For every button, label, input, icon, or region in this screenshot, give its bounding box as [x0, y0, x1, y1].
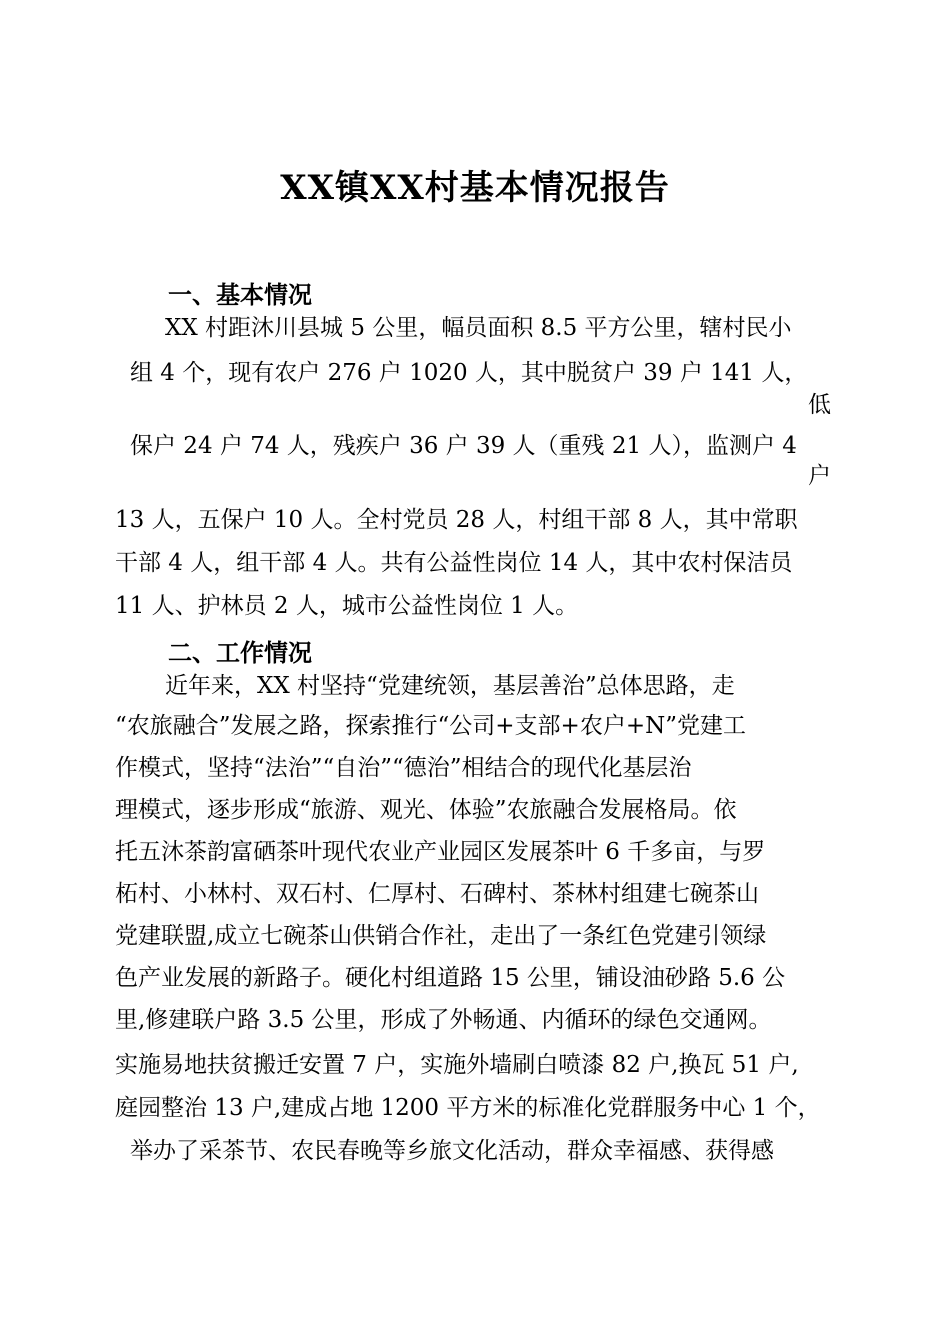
- paragraph-line: 近年来，XX 村坚持“党建统领，基层善治”总体思路，走: [165, 673, 735, 699]
- paragraph-line: 保户 24 户 74 人，残疾户 36 户 39 人（重残 21 人），监测户 4: [130, 433, 797, 459]
- paragraph-line: 实施易地扶贫搬迁安置 7 户，实施外墙刷白喷漆 82 户,换瓦 51 户,: [115, 1052, 799, 1078]
- paragraph-line: 11 人、护林员 2 人，城市公益性岗位 1 人。: [115, 593, 579, 619]
- paragraph-line: 低: [808, 392, 831, 418]
- paragraph-line: 组 4 个，现有农户 276 户 1020 人，其中脱贫户 39 户 141 人，: [130, 360, 808, 386]
- paragraph-line: 里,修建联户路 3.5 公里，形成了外畅通、内循环的绿色交通网。: [115, 1007, 772, 1033]
- paragraph-line: 干部 4 人，组干部 4 人。共有公益性岗位 14 人，其中农村保洁员: [115, 550, 793, 576]
- document-title: XX镇XX村基本情况报告: [280, 168, 670, 208]
- paragraph-line: 托五沐茶韵富硒茶叶现代农业产业园区发展茶叶 6 千多亩，与罗: [115, 839, 766, 865]
- paragraph-line: 举办了采茶节、农民春晚等乡旅文化活动，群众幸福感、获得感: [130, 1138, 774, 1164]
- paragraph-line: 作模式，坚持“法治”“自治”“德治”相结合的现代化基层治: [115, 755, 692, 781]
- section-heading-work-situation: 二、工作情况: [168, 639, 312, 667]
- section-heading-basic-situation: 一、基本情况: [168, 281, 312, 309]
- paragraph-line: “农旅融合”发展之路，探索推行“公司+支部+农户+N”党建工: [115, 713, 746, 739]
- paragraph-line: XX 村距沐川县城 5 公里，幅员面积 8.5 平方公里，辖村民小: [165, 315, 792, 341]
- paragraph-line: 13 人，五保户 10 人。全村党员 28 人，村组干部 8 人，其中常职: [115, 507, 798, 533]
- paragraph-line: 户: [808, 463, 831, 489]
- paragraph-line: 庭园整治 13 户,建成占地 1200 平方米的标准化党群服务中心 1 个，: [115, 1095, 821, 1121]
- paragraph-line: 柘村、小林村、双石村、仁厚村、石碑村、茶林村组建七碗茶山: [115, 881, 759, 907]
- paragraph-line: 色产业发展的新路子。硬化村组道路 15 公里，铺设油砂路 5.6 公: [115, 965, 786, 991]
- paragraph-line: 党建联盟,成立七碗茶山供销合作社，走出了一条红色党建引领绿: [115, 923, 767, 949]
- paragraph-line: 理模式，逐步形成“旅游、观光、体验”农旅融合发展格局。依: [115, 797, 737, 823]
